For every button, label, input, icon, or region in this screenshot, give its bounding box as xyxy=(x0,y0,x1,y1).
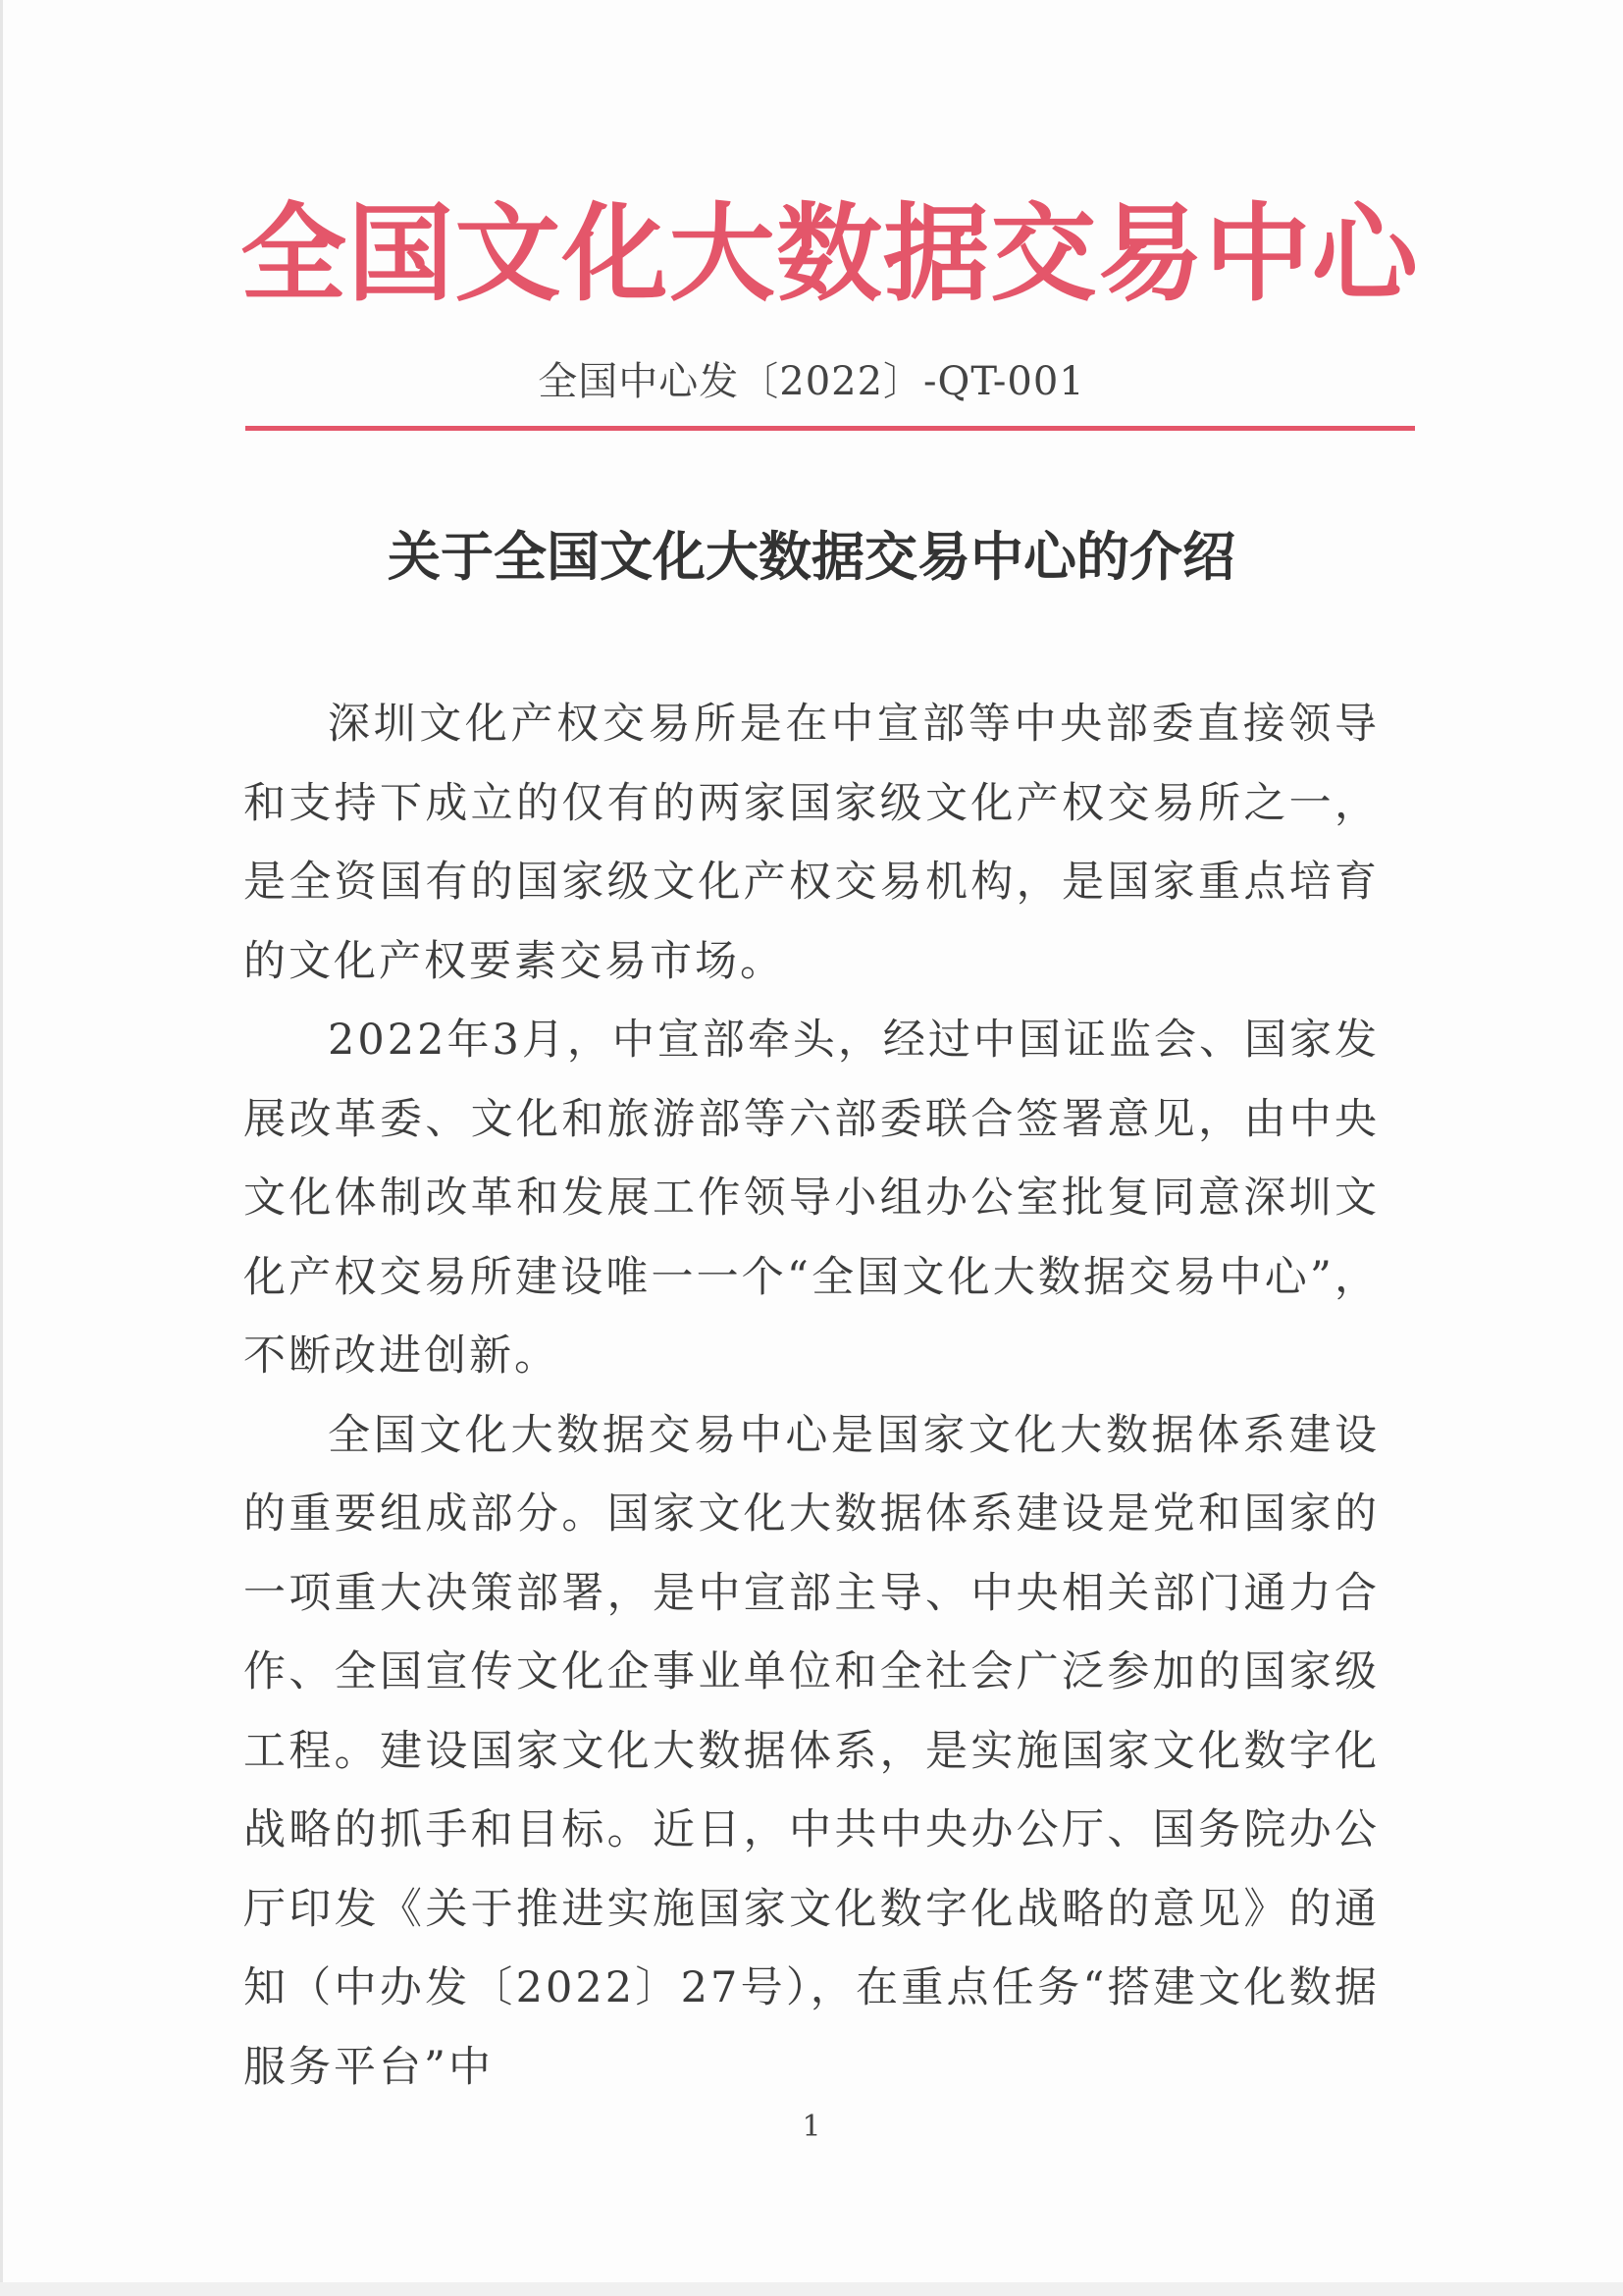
paragraph-1: 深圳文化产权交易所是在中宣部等中央部委直接领导和支持下成立的仅有的两家国家级文化产权交易所之一，是全资国有的国家级文化产权交易机构，是国家重点培育的文化产权要素交易市场。 xyxy=(243,700,1380,986)
scan-bottom-edge xyxy=(0,2282,1623,2296)
organization-name-char: 心 xyxy=(1311,193,1418,316)
organization-name-char: 据 xyxy=(883,193,990,316)
page-number: 1 xyxy=(802,2110,821,2144)
document-body xyxy=(243,685,1380,2107)
paragraph-2: 2022年3月，中宣部牵头，经过中国证监会、国家发展改革委、文化和旅游部等六部委联合签署意见，由中央文化体制改革和发展工作领导小组办公室批复同意深圳文化产权交易所建设唯一一个“全国文化大数据交易中心”，不断改进创新。 xyxy=(243,1016,1380,1381)
organization-name-char: 中 xyxy=(1204,193,1311,316)
organization-name-char: 大 xyxy=(668,193,775,316)
red-header-rule xyxy=(245,426,1415,431)
document-number: 全国中心发〔2022〕-QT-001 xyxy=(538,359,1085,404)
organization-name-header xyxy=(240,186,1418,324)
organization-name-char: 数 xyxy=(775,193,882,316)
organization-name-char: 化 xyxy=(561,193,668,316)
organization-name-char: 文 xyxy=(454,193,561,316)
organization-name-char: 交 xyxy=(990,193,1097,316)
organization-name-char: 全 xyxy=(240,193,347,316)
organization-name-char: 国 xyxy=(347,193,454,316)
organization-name-char: 易 xyxy=(1097,193,1204,316)
document-title: 关于全国文化大数据交易中心的介绍 xyxy=(388,526,1235,588)
scan-left-edge xyxy=(0,0,3,2296)
paragraph-3: 全国文化大数据交易中心是国家文化大数据体系建设的重要组成部分。国家文化大数据体系建设是党和国家的一项重大决策部署，是中宣部主导、中央相关部门通力合作、全国宣传文化企事业单位和全社会广泛参加的国家级工程。建设国家文化大数据体系，是实施国家文化数字化战略的抓手和目标。近日，中共中央办公厅、国务院办公厅印发《关于推进实施国家文化数字化战略的意见》的通知（中办发〔2022〕27号），在重点任务“搭建文化数据服务平台”中 xyxy=(243,1410,1380,2092)
